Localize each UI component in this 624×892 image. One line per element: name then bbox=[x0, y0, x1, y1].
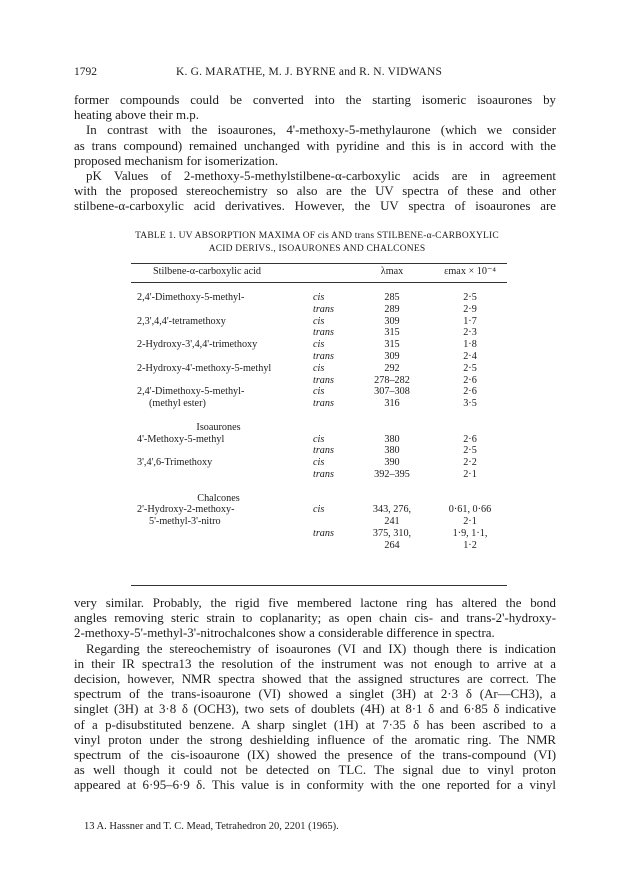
paragraph-top bbox=[74, 93, 556, 215]
table-bottom-rule bbox=[131, 585, 507, 586]
epsilon-max-cell: 1·8 bbox=[463, 339, 477, 351]
lambda-max-cell: 264 bbox=[384, 539, 400, 551]
lambda-max-cell: 380 bbox=[384, 445, 400, 457]
lambda-max-cell: 292 bbox=[384, 362, 400, 374]
table-row bbox=[131, 351, 507, 363]
epsilon-max-cell: 2·5 bbox=[463, 445, 477, 457]
table-row bbox=[131, 540, 507, 552]
lambda-max-cell: 315 bbox=[384, 339, 400, 351]
lambda-max-cell: 390 bbox=[384, 457, 400, 469]
compound-cell: 2-Hydroxy-3',4,4'-trimethoxy bbox=[137, 339, 258, 351]
isomer-cell: trans bbox=[313, 445, 334, 457]
text-line: angles removing steric strain to coplanarity; as open chain cis- and trans-2'-hydroxy- bbox=[74, 611, 556, 626]
lambda-max-cell: 307–308 bbox=[374, 386, 410, 398]
isomer-cell: cis bbox=[313, 362, 325, 374]
table-body bbox=[131, 292, 507, 552]
text-line: stilbene-α-carboxylic acid derivatives. However, the UV spectra of isoaurones are bbox=[74, 199, 556, 214]
table-row bbox=[131, 457, 507, 469]
lambda-max-cell: 343, 276, bbox=[372, 504, 412, 516]
text-line: of a p-disubstituted benzene. A sharp singlet (1H) at 7·35 δ has been ascribed to a bbox=[74, 717, 556, 732]
isomer-cell: trans bbox=[313, 468, 334, 480]
table-row bbox=[131, 410, 507, 422]
column-header-compound: Stilbene-α-carboxylic acid bbox=[153, 266, 262, 277]
isomer-cell: trans bbox=[313, 303, 334, 315]
compound-cell: 2'-Hydroxy-2-methoxy- bbox=[137, 504, 235, 516]
isomer-cell: trans bbox=[313, 398, 334, 410]
text-line: as well though it could not be detected on TLC. The signal due to vinyl proton bbox=[74, 763, 556, 778]
epsilon-max-cell: 2·6 bbox=[463, 374, 477, 386]
text-line: In contrast with the isoaurones, 4'-methoxy-5-methylaurone (which we consider bbox=[86, 123, 556, 138]
table-row bbox=[131, 386, 507, 398]
epsilon-max-cell: 1·7 bbox=[463, 315, 477, 327]
compound-cell: (methyl ester) bbox=[149, 398, 206, 410]
table-header bbox=[131, 264, 507, 280]
table-row bbox=[131, 493, 507, 505]
epsilon-max-cell: 1·2 bbox=[463, 539, 477, 551]
text-line: appeared at 6·95–6·9 δ. This value is in conformity with the one reported for a vinyl bbox=[74, 778, 556, 793]
isomer-cell: cis bbox=[313, 292, 325, 303]
text-line: spectrum of the cis-isoaurone (IX) showed the presence of the trans-compound (VI) bbox=[74, 748, 556, 763]
text-line: spectrum of the trans-isoaurone (VI) showed a singlet (3H) at 2·3 δ (Ar—CH3), a bbox=[74, 687, 556, 702]
table-row bbox=[131, 434, 507, 446]
lambda-max-cell: 241 bbox=[384, 516, 400, 528]
compound-cell: 2,4'-Dimethoxy-5-methyl- bbox=[137, 292, 245, 303]
lambda-max-cell: 309 bbox=[384, 315, 400, 327]
table-row bbox=[131, 481, 507, 493]
text-line: in their IR spectra13 the resolution of the instrument was not enough to arrive at a bbox=[74, 656, 556, 671]
epsilon-max-cell: 2·4 bbox=[463, 350, 477, 362]
footnote: 13 A. Hassner and T. C. Mead, Tetrahedron 20, 2201 (1965). bbox=[84, 821, 339, 832]
table-row bbox=[131, 528, 507, 540]
isomer-cell: trans bbox=[313, 350, 334, 362]
epsilon-max-cell: 2·1 bbox=[463, 468, 477, 480]
text-line: vinyl proton under the strong deshielding influence of the aromatic ring. The NMR bbox=[74, 732, 556, 747]
text-line: decision, however, NMR spectra showed that the assigned structures are correct. The bbox=[74, 672, 556, 687]
table-row bbox=[131, 398, 507, 410]
epsilon-max-cell: 0·61, 0·66 bbox=[448, 504, 492, 516]
isomer-cell: trans bbox=[313, 327, 334, 339]
isomer-cell: cis bbox=[313, 457, 325, 469]
text-line: as trans compound) remained unchanged with pyridine and this is in accord with the bbox=[74, 138, 556, 153]
lambda-max-cell: 316 bbox=[384, 398, 400, 410]
epsilon-max-cell: 2·9 bbox=[463, 303, 477, 315]
lambda-max-cell: 392–395 bbox=[374, 468, 410, 480]
running-authors: K. G. MARATHE, M. J. BYRNE and R. N. VIDWANS bbox=[176, 66, 443, 78]
column-header-lambda: λmax bbox=[380, 266, 404, 277]
isomer-cell: cis bbox=[313, 504, 325, 516]
lambda-max-cell: 309 bbox=[384, 350, 400, 362]
table-caption-line2: ACID DERIVS., ISOAURONES AND CHALCONES bbox=[208, 244, 426, 254]
text-line: pK Values of 2-methoxy-5-methylstilbene-α-carboxylic acids are in agreement bbox=[86, 169, 556, 184]
compound-cell: Isoaurones bbox=[196, 421, 241, 433]
isomer-cell: cis bbox=[313, 433, 325, 445]
table-row bbox=[131, 363, 507, 375]
lambda-max-cell: 315 bbox=[384, 327, 400, 339]
epsilon-max-cell: 2·2 bbox=[463, 457, 477, 469]
lambda-max-cell: 289 bbox=[384, 303, 400, 315]
paragraph-bottom bbox=[74, 596, 556, 794]
table-row bbox=[131, 316, 507, 328]
epsilon-max-cell: 2·6 bbox=[463, 386, 477, 398]
column-header-epsilon: εmax × 10⁻⁴ bbox=[444, 266, 496, 277]
epsilon-max-cell: 3·5 bbox=[463, 398, 477, 410]
isomer-cell: cis bbox=[313, 386, 325, 398]
compound-cell: 2-Hydroxy-4'-methoxy-5-methyl bbox=[137, 362, 272, 374]
isomer-cell: cis bbox=[313, 315, 325, 327]
table-row bbox=[131, 292, 507, 304]
table-row bbox=[131, 304, 507, 316]
table-row bbox=[131, 516, 507, 528]
text-line: 2-methoxy-5'-methyl-3'-nitrochalcones show a considerable difference in spectra. bbox=[74, 626, 495, 641]
lambda-max-cell: 278–282 bbox=[374, 374, 410, 386]
table-row bbox=[131, 469, 507, 481]
epsilon-max-cell: 1·9, 1·1, bbox=[452, 527, 488, 539]
text-line: with the proposed stereochemistry so also are the UV spectra of these and other bbox=[74, 184, 556, 199]
text-line: singlet (3H) at 3·8 δ (OCH3), two sets of doublets (4H) at 8·1 δ and 6·85 δ indicative bbox=[74, 702, 556, 717]
table-caption bbox=[132, 230, 502, 256]
epsilon-max-cell: 2·5 bbox=[463, 292, 477, 303]
page-number: 1792 bbox=[74, 66, 97, 78]
text-line: heating above their m.p. bbox=[74, 108, 199, 123]
table-row bbox=[131, 445, 507, 457]
compound-cell: 2,3',4,4'-tetramethoxy bbox=[137, 315, 226, 327]
text-line: very similar. Probably, the rigid five membered lactone ring has altered the bond bbox=[74, 596, 556, 610]
compound-cell: 3',4',6-Trimethoxy bbox=[137, 457, 213, 469]
isomer-cell: cis bbox=[313, 339, 325, 351]
compound-cell: 5'-methyl-3'-nitro bbox=[149, 516, 221, 528]
table-row bbox=[131, 504, 507, 516]
epsilon-max-cell: 2·5 bbox=[463, 362, 477, 374]
table-row bbox=[131, 339, 507, 351]
compound-cell: 4'-Methoxy-5-methyl bbox=[137, 433, 225, 445]
text-line: proposed mechanism for isomerization. bbox=[74, 153, 279, 168]
lambda-max-cell: 380 bbox=[384, 433, 400, 445]
table-row bbox=[131, 422, 507, 434]
epsilon-max-cell: 2·3 bbox=[463, 327, 477, 339]
lambda-max-cell: 285 bbox=[384, 292, 400, 303]
table-header-rule bbox=[131, 282, 507, 283]
compound-cell: 2,4'-Dimethoxy-5-methyl- bbox=[137, 386, 245, 398]
text-line: Regarding the stereochemistry of isoaurones (VI and IX) though there is indication bbox=[86, 641, 556, 656]
table-caption-line1: TABLE 1. UV ABSORPTION MAXIMA OF cis AND trans STILBENE-α-CARBOXYLIC bbox=[135, 231, 499, 241]
epsilon-max-cell: 2·6 bbox=[463, 433, 477, 445]
isomer-cell: trans bbox=[313, 527, 334, 539]
compound-cell: Chalcones bbox=[197, 492, 240, 504]
isomer-cell: trans bbox=[313, 374, 334, 386]
table-row bbox=[131, 375, 507, 387]
epsilon-max-cell: 2·1 bbox=[463, 516, 477, 528]
text-line: former compounds could be converted into the starting isomeric isoaurones by bbox=[74, 93, 556, 107]
table-row bbox=[131, 327, 507, 339]
lambda-max-cell: 375, 310, bbox=[372, 527, 412, 539]
